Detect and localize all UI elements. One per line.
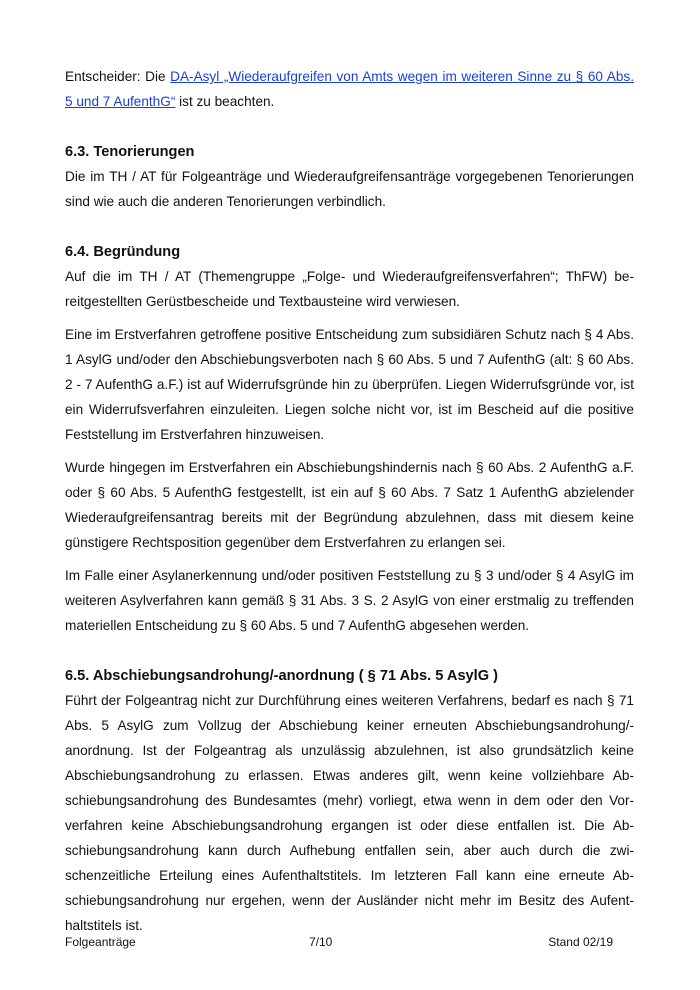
section-heading-6-5: 6.5. Abschiebungsandrohung/-anordnung ( § 71 Abs. 5 AsylG ) bbox=[65, 668, 498, 684]
paragraph-6-4-2: Eine im Erstverfahren getroffene positive Entscheidung zum subsidiären Schutz nach § 4 Abs. 1 AsylG und/oder den Abschiebungsverboten nach § 60 Abs. 5 und 7 AufenthG (alt: § 60 Abs. 2 - 7 AufenthG a.F.) ist auf Widerrufsgründe hin zu überprüfen. Liegen Widerrufsgründe vor, ist ein Widerrufsverfahren einzuleiten. Liegen solche nicht vor, ist im Bescheid auf die positive Feststellung im Erstverfahren hinzuweisen. bbox=[65, 327, 634, 442]
document-page bbox=[65, 64, 634, 938]
section-6-4 bbox=[65, 240, 634, 638]
paragraph-6-3-1: Die im TH / AT für Folgeanträge und Wiederaufgreifensanträge vorgegebenen Tenorierungen sind wie auch die anderen Tenorierungen verbindlich. bbox=[65, 169, 634, 209]
page-footer bbox=[65, 932, 613, 952]
section-6-3 bbox=[65, 140, 634, 214]
intro-paragraph bbox=[65, 64, 634, 114]
section-6-5 bbox=[65, 664, 634, 938]
intro-suffix: ist zu beachten. bbox=[175, 94, 275, 109]
paragraph-6-4-3: Wurde hingegen im Erstverfahren ein Abschiebungshindernis nach § 60 Abs. 2 AufenthG a.F. oder § 60 Abs. 5 AufenthG festgestellt, ist ein auf § 60 Abs. 7 Satz 1 AufenthG abzielender Wiederaufgreifensantrag bereits mit der Begründung abzulehnen, dass mit diesem keine günstigere Rechtsposition gegenüber dem Erstverfahren zu erlangen sei. bbox=[65, 460, 634, 550]
section-heading-6-3: 6.3. Tenorierungen bbox=[65, 144, 195, 160]
paragraph-6-4-1: Auf die im TH / AT (Themengruppe „Folge- und Wiederaufgreifensverfahren“; ThFW) bereitgestellten Gerüstbescheide und Textbausteine wird verwiesen. bbox=[65, 269, 634, 309]
section-heading-6-4: 6.4. Begründung bbox=[65, 244, 181, 260]
intro-prefix: Entscheider: Die bbox=[65, 69, 171, 84]
paragraph-6-4-4: Im Falle einer Asylanerkennung und/oder positiven Feststellung zu § 3 und/oder § 4 AsylG im weiteren Asylverfahren kann gemäß § 31 Abs. 3 S. 2 AsylG von einer erstmalig zu treffenden materiellen Entscheidung zu § 60 Abs. 5 und 7 AufenthG abgesehen werden. bbox=[65, 568, 634, 633]
footer-version-date: Stand 02/19 bbox=[548, 935, 613, 949]
paragraph-6-5-1: Führt der Folgeantrag nicht zur Durchführung eines weiteren Verfahrens, bedarf es nach § 71 Abs. 5 AsylG zum Vollzug der Abschiebung keiner erneuten Abschiebungsandrohung/-anordnung. Ist der Folgeantrag als unzulässig abzulehnen, ist also grundsätzlich keine Abschiebungsandrohung zu erlassen. Etwas anderes gilt, wenn keine vollziehbare Abschiebungsandrohung des Bundesamtes (mehr) vorliegt, etwa wenn in dem oder den Vorverfahren keine Abschiebungsandrohung ergangen ist oder diese entfallen ist. Die Abschiebungsandrohung kann durch Aufhebung entfallen sein, aber auch durch die zwischenzeitliche Erteilung eines Aufenthaltstitels. Im letzteren Fall kann eine erneute Abschiebungsandrohung nur ergehen, wenn der Ausländer nicht mehr im Besitz des Aufenthaltstitels ist. bbox=[65, 693, 634, 933]
da-asyl-link[interactable]: DA-Asyl „Wiederaufgreifen von Amts wegen im weiteren Sinne zu § 60 Abs. 5 und 7 AufenthG“ bbox=[65, 69, 634, 109]
footer-page-number: 7/10 bbox=[309, 935, 333, 949]
footer-document-title: Folgeanträge bbox=[65, 935, 136, 949]
